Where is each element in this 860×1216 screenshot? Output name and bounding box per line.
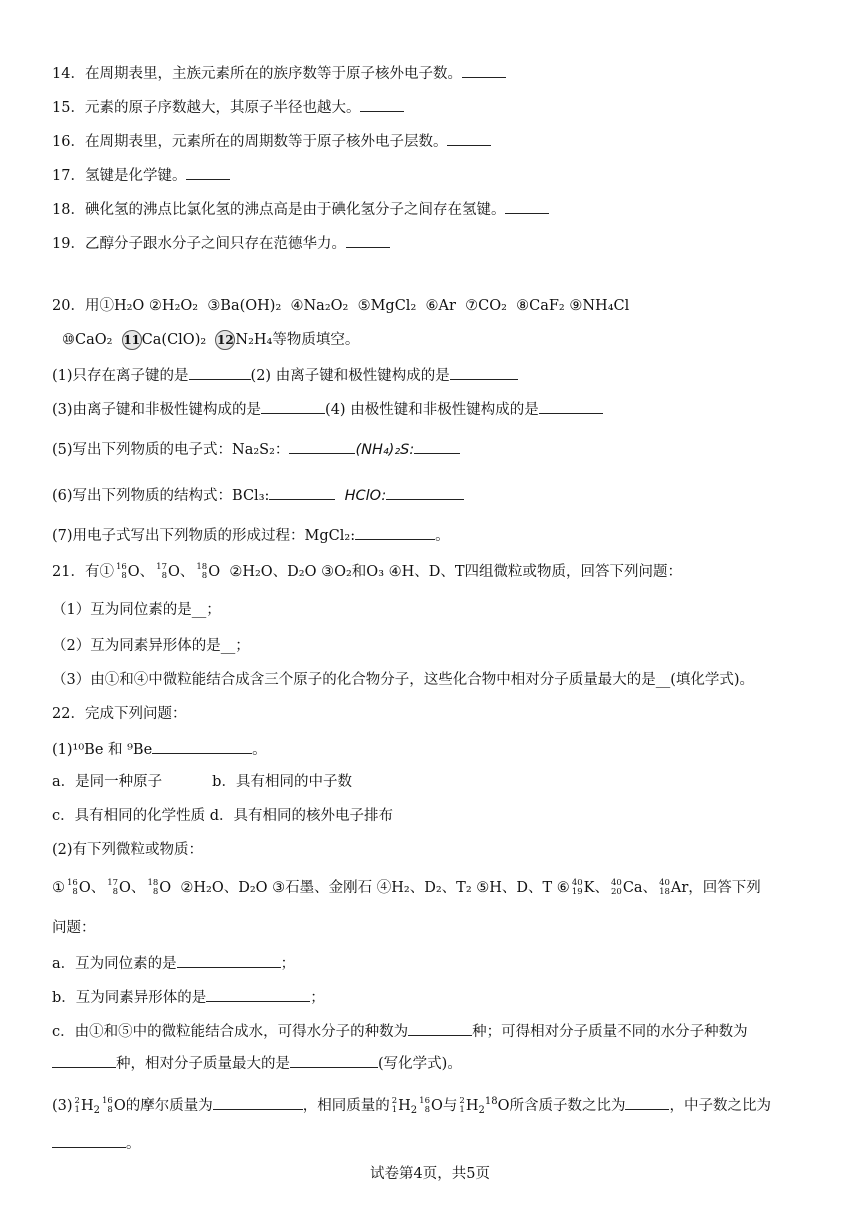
- answer-blank[interactable]: [360, 96, 404, 112]
- prompt: 种；可得相对分子质量不同的水分子种数为: [472, 1024, 748, 1040]
- item: ②H₂O₂: [148, 298, 199, 314]
- prompt: （3）由①和④中微粒能结合成含三个原子的化合物分子，这些化合物中相对分子质量最大的是__(填化学式)。: [52, 672, 755, 688]
- item: ①H₂O: [99, 298, 145, 314]
- prompt: 所含质子数之比为: [509, 1098, 626, 1114]
- item: ⑥Ar: [425, 298, 456, 314]
- question-22-sub-b: b．互为同素异形体的是 ；: [52, 986, 325, 1008]
- question-19: [52, 232, 390, 254]
- isotope-notation: 40 19: [571, 878, 583, 897]
- prompt: ，中子数之比为: [669, 1098, 771, 1114]
- answer-blank[interactable]: [462, 62, 506, 78]
- answer-blank[interactable]: [539, 398, 603, 414]
- answer-blank[interactable]: [269, 484, 335, 500]
- punct: 。: [252, 742, 267, 758]
- question-21-part-3: [52, 670, 754, 690]
- prompt: (7)用电子式写出下列物质的形成过程：MgCl₂:: [52, 528, 356, 544]
- prompt: 与: [442, 1098, 458, 1114]
- answer-blank[interactable]: [189, 364, 251, 380]
- question-22-part-3: (3) 2 1 $H_2$ 16 8 O的摩尔质量为 ，相同质量的 2 1 $H_2$ 16 8 O与 2 1 $H_2^{18}O$所含质子数之比为 ，中子数之比为: [52, 1096, 771, 1116]
- answer-blank[interactable]: [414, 438, 460, 454]
- option-a: a．是同一种原子: [52, 774, 163, 790]
- answer-blank[interactable]: [213, 1094, 303, 1110]
- question-15: [52, 96, 404, 118]
- isotope-notation: 16 8: [115, 562, 127, 581]
- question-text: 22．完成下列问题：: [52, 706, 187, 722]
- question-21-part-1: [52, 600, 221, 620]
- question-number: 21．有①: [52, 564, 114, 580]
- question-20-part-3-4: [52, 398, 603, 420]
- answer-blank[interactable]: [505, 198, 549, 214]
- answer-blank[interactable]: [386, 484, 464, 500]
- item: ⑦CO₂: [465, 298, 507, 314]
- isotope-notation: 17 8: [156, 562, 167, 581]
- question-text: 19．乙醇分子跟水分子之间只存在范德华力。: [52, 236, 346, 252]
- isotope-notation: 2 1: [391, 1096, 398, 1115]
- answer-blank[interactable]: [346, 232, 390, 248]
- question-17: [52, 164, 230, 186]
- prompt: 的摩尔质量为: [125, 1098, 213, 1114]
- answer-blank[interactable]: [450, 364, 518, 380]
- question-21-intro: 21．有① 16 8 O、 17 8 O、 18 8 O ②H₂O、D₂O ③O₂和O₃ ④H、D、T四组微粒或物质，回答下列问题：: [52, 562, 683, 581]
- question-14: [52, 62, 506, 84]
- question-22-part-1: [52, 738, 267, 760]
- question-20-part-5: [52, 438, 460, 460]
- question-22-options-cd: [52, 806, 393, 826]
- answer-blank[interactable]: [447, 130, 491, 146]
- prompt: (3): [52, 1098, 73, 1114]
- prompt: (写化学式)。: [378, 1056, 462, 1072]
- item: ⑩CaO₂: [62, 332, 113, 348]
- prompt: (2)有下列微粒或物质：: [52, 842, 204, 858]
- isotope-notation: 40 18: [659, 878, 670, 897]
- prompt: c．由①和⑤中的微粒能结合成水，可得水分子的种数为: [52, 1024, 409, 1040]
- question-20-part-6: [52, 484, 464, 506]
- question-20-items-cont: [62, 330, 359, 350]
- question-20-part-7: [52, 524, 450, 546]
- question-number: 20．用: [52, 298, 100, 314]
- circled-number-icon: 11: [122, 330, 142, 350]
- prompt: (6)写出下列物质的结构式：BCl₃:: [52, 488, 270, 504]
- question-22-list-cont: [52, 918, 96, 938]
- isotope-notation: 16 8: [67, 878, 78, 897]
- question-18: [52, 198, 549, 220]
- item: ④Na₂O₂: [290, 298, 349, 314]
- question-22-sub-c-cont: [52, 1052, 462, 1074]
- circled-number-icon: 12: [215, 330, 235, 350]
- answer-blank[interactable]: [261, 398, 325, 414]
- formula: HClO:: [344, 488, 387, 504]
- answer-blank[interactable]: [152, 738, 252, 754]
- answer-blank[interactable]: [289, 438, 355, 454]
- answer-blank[interactable]: [177, 952, 281, 968]
- question-22-part-2: [52, 840, 203, 860]
- answer-blank[interactable]: [206, 986, 310, 1002]
- page-footer: 试卷第4页，共5页: [370, 1166, 490, 1182]
- answer-blank[interactable]: [52, 1052, 116, 1068]
- answer-blank[interactable]: [408, 1020, 472, 1036]
- punct: 。: [126, 1136, 141, 1152]
- answer-blank[interactable]: [625, 1094, 669, 1110]
- isotope-notation: 40 20: [610, 878, 622, 897]
- question-22-sub-a: a．互为同位素的是 ；: [52, 952, 295, 974]
- prompt: (4) 由极性键和非极性键构成的是: [325, 402, 539, 418]
- question-20-intro: [52, 296, 629, 316]
- item: ⑧CaF₂: [516, 298, 565, 314]
- answer-blank[interactable]: [186, 164, 230, 180]
- question-22-list: ① 16 8 O、 17 8 O、 18 8 O ②H₂O、D₂O ③石墨、金刚石 ④H₂、D₂、T₂ ⑤H、D、T ⑥ 40 19 K、 40 20 Ca、 40 18 Ar，回答下列: [52, 878, 761, 897]
- question-text: 14．在周期表里，主族元素所在的族序数等于原子核外电子数。: [52, 66, 462, 82]
- formula: (NH₄)₂S:: [355, 442, 415, 458]
- answer-blank[interactable]: [52, 1132, 126, 1148]
- item: N₂H₄等物质填空。: [235, 332, 360, 348]
- prompt: 种，相对分子质量最大的是: [116, 1056, 290, 1072]
- item: ⑨NH₄Cl: [569, 298, 630, 314]
- question-20-part-1-2: [52, 364, 518, 386]
- option-b: b．具有相同的中子数: [212, 774, 352, 790]
- answer-blank[interactable]: [290, 1052, 378, 1068]
- prompt: a．互为同位素的是: [52, 956, 177, 972]
- question-22-part-3-cont: [52, 1132, 141, 1154]
- isotope-notation: 18 8: [196, 562, 208, 581]
- question-text: 15．元素的原子序数越大，其原子半径也越大。: [52, 100, 361, 116]
- prompt: ，相同质量的: [302, 1098, 390, 1114]
- option-d: d．具有相同的核外电子排布: [209, 808, 394, 824]
- prompt: b．互为同素异形体的是: [52, 990, 207, 1006]
- question-text: 18．碘化氢的沸点比氯化氢的沸点高是由于碘化氢分子之间存在氢键。: [52, 202, 506, 218]
- prompt: ，回答下列: [688, 880, 761, 896]
- question-22-intro: [52, 704, 186, 724]
- prompt: (1)¹⁰Be 和 ⁹Be: [52, 742, 153, 758]
- item: Ca(ClO)₂: [141, 332, 207, 348]
- punct: 。: [435, 528, 450, 544]
- question-16: [52, 130, 491, 152]
- prompt: （2）互为同素异形体的是__；: [52, 638, 250, 654]
- prompt: （1）互为同位素的是__；: [52, 602, 221, 618]
- isotope-notation: 18 8: [147, 878, 159, 897]
- question-22-sub-c: [52, 1020, 748, 1042]
- question-text: ②H₂O、D₂O ③O₂和O₃ ④H、D、T四组微粒或物质，回答下列问题：: [229, 564, 683, 580]
- prompt: (2) 由离子键和极性键构成的是: [250, 368, 450, 384]
- answer-blank[interactable]: [355, 524, 435, 540]
- question-21-part-2: [52, 636, 250, 656]
- question-22-options-ab: [52, 772, 352, 792]
- prompt: (5)写出下列物质的电子式：Na₂S₂：: [52, 442, 290, 458]
- item: ③Ba(OH)₂: [207, 298, 282, 314]
- prompt: (1)只存在离子键的是: [52, 368, 189, 384]
- list-items: ②H₂O、D₂O ③石墨、金刚石 ④H₂、D₂、T₂ ⑤H、D、T ⑥: [180, 880, 570, 896]
- question-text: 17．氢键是化学键。: [52, 168, 187, 184]
- isotope-notation: 2 1: [74, 1096, 80, 1115]
- isotope-notation: 2 1: [459, 1096, 465, 1115]
- item: ⑤MgCl₂: [357, 298, 417, 314]
- isotope-notation: 17 8: [107, 878, 119, 897]
- isotope-notation: 16 8: [102, 1096, 113, 1115]
- option-c: c．具有相同的化学性质: [52, 808, 206, 824]
- question-text: 16．在周期表里，元素所在的周期数等于原子核外电子层数。: [52, 134, 448, 150]
- prompt: 问题：: [52, 920, 96, 936]
- prompt: (3)由离子键和非极性键构成的是: [52, 402, 262, 418]
- isotope-notation: 16 8: [419, 1096, 430, 1115]
